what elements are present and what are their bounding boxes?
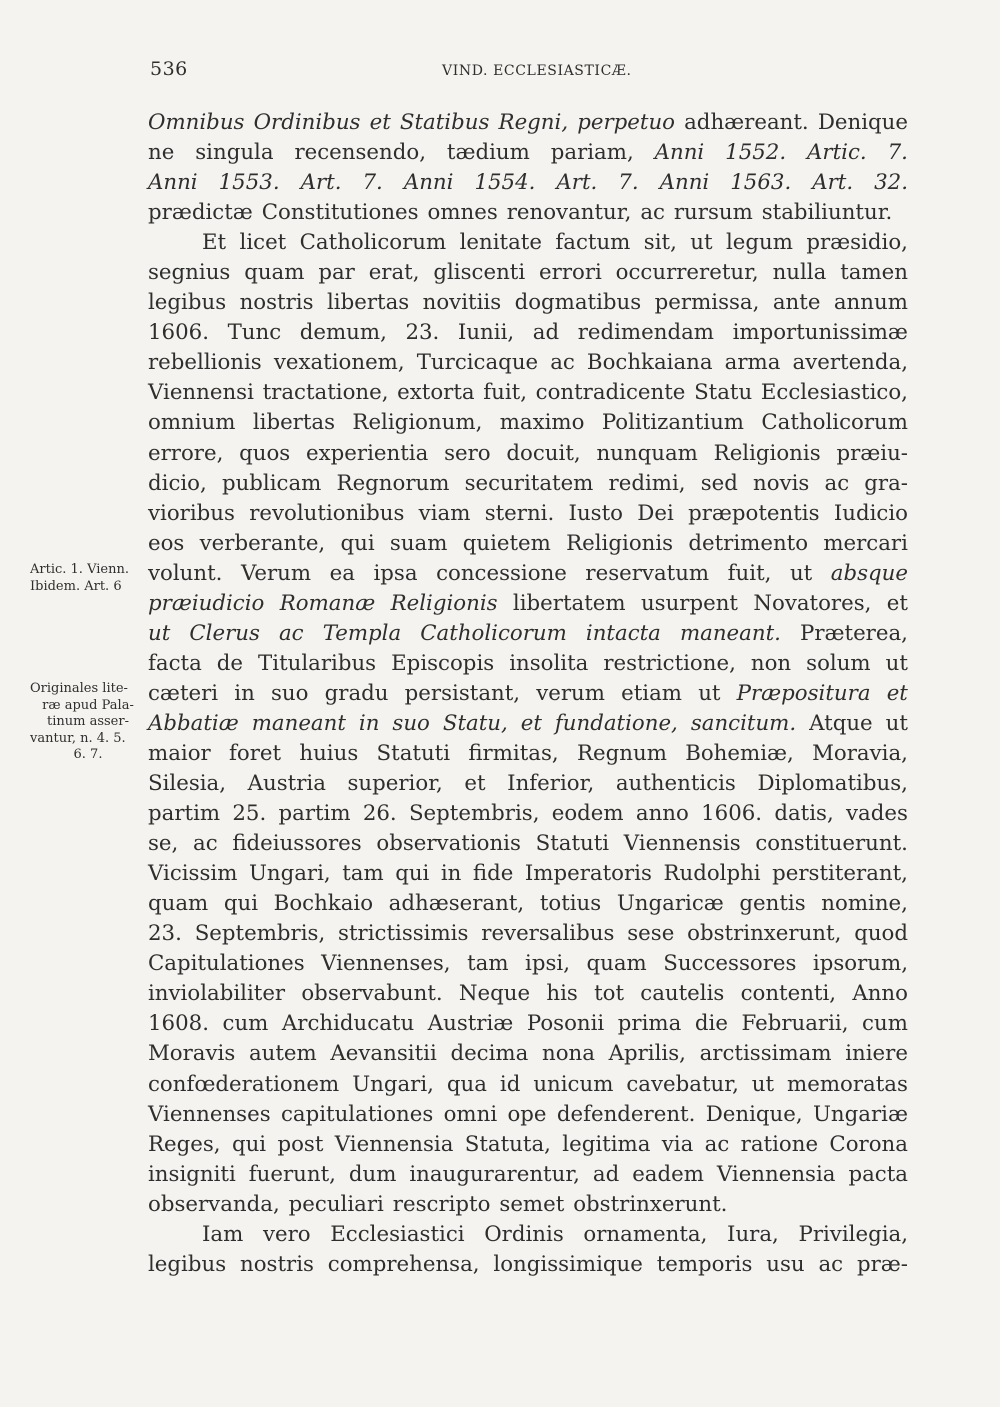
text-line: prædictæ Constitutiones omnes renovantur, ac rursum stabiliuntur.	[148, 200, 893, 226]
text-line: inviolabiliter observabunt. Neque his tot cautelis contenti, Anno	[148, 981, 908, 1007]
page-number: 536	[150, 58, 188, 80]
text-line: Abbatiæ maneant in suo Statu, et fundatione, sancitum. Atque ut	[148, 710, 908, 736]
text-line: partim 25. partim 26. Septembris, eodem anno 1606. datis, vades	[148, 801, 908, 827]
text-line: volunt. Verum ea ipsa concessione reservatum fuit, ut absque	[148, 560, 908, 586]
text-line: Anni 1553. Art. 7. Anni 1554. Art. 7. Anni 1563. Art. 32.	[148, 170, 908, 196]
text-line: errore, quos experientia sero docuit, nunquam Religionis præiu-	[148, 440, 908, 466]
margin-note	[30, 681, 146, 764]
text-line: quam qui Bochkaio adhæserant, totius Ungaricæ gentis nomine,	[148, 891, 908, 917]
margin-note-line: Ibidem. Art. 6	[30, 578, 122, 594]
text-line: Omnibus Ordinibus et Statibus Regni, perpetuo adhæreant. Denique	[148, 110, 908, 135]
margin-note-line: ræ apud Pala-	[42, 697, 134, 713]
text-line: confœderationem Ungari, qua id unicum cavebatur, ut memoratas	[148, 1071, 908, 1097]
text-line: Iam vero Ecclesiastici Ordinis ornamenta, Iura, Privilegia,	[202, 1221, 908, 1247]
text-line: dicio, publicam Regnorum securitatem redimi, sed novis ac gra-	[148, 470, 908, 496]
text-line: Et licet Catholicorum lenitate factum sit, ut legum præsidio,	[202, 230, 908, 256]
text-line: se, ac fideiussores observationis Statuti Viennensis constituerunt.	[148, 831, 908, 857]
text-line: 23. Septembris, strictissimis reversalibus sese obstrinxerunt, quod	[148, 921, 908, 947]
text-line: cæteri in suo gradu persistant, verum etiam ut Præpositura et	[148, 680, 908, 706]
text-line: facta de Titularibus Episcopis insolita restrictione, non solum ut	[148, 650, 908, 676]
text-line: segnius quam par erat, gliscenti errori occurreretur, nulla tamen	[148, 260, 908, 286]
text-line: vioribus revolutionibus viam sterni. Iusto Dei præpotentis Iudicio	[148, 500, 908, 526]
text-line: 1606. Tunc demum, 23. Iunii, ad redimendam importunissimæ	[148, 320, 908, 346]
text-line: præiudicio Romanæ Religionis libertatem usurpent Novatores, et	[148, 590, 908, 616]
margin-note-line: 6. 7.	[73, 747, 103, 762]
text-line: maior foret huius Statuti firmitas, Regnum Bohemiæ, Moravia,	[148, 740, 908, 766]
text-line: omnium libertas Religionum, maximo Politizantium Catholicorum	[148, 410, 908, 436]
running-head: VIND. ECCLESIASTICÆ.	[442, 63, 632, 79]
margin-note-line: Originales lite-	[30, 681, 128, 696]
text-line: Viennensi tractatione, extorta fuit, contradicente Statu Ecclesiastico,	[148, 380, 908, 406]
text-line: Vicissim Ungari, tam qui in fide Imperatoris Rudolphi perstiterant,	[148, 861, 908, 887]
text-line: rebellionis vexationem, Turcicaque ac Bochkaiana arma avertenda,	[148, 350, 908, 376]
margin-note-line: vantur, n. 4. 5.	[30, 730, 126, 746]
text-line: Reges, qui post Viennensia Statuta, legitima via ac ratione Corona	[148, 1131, 908, 1157]
text-line: 1608. cum Archiducatu Austriæ Posonii prima die Februarii, cum	[148, 1011, 908, 1037]
text-line: ut Clerus ac Templa Catholicorum intacta maneant. Præterea,	[148, 620, 908, 646]
text-line: insigniti fuerunt, dum inaugurarentur, ad eadem Viennensia pacta	[148, 1161, 908, 1187]
margin-note	[30, 562, 146, 595]
text-line: Capitulationes Viennenses, tam ipsi, quam Successores ipsorum,	[148, 951, 908, 977]
text-line: Silesia, Austria superior, et Inferior, authenticis Diplomatibus,	[148, 771, 908, 797]
text-line: eos verberante, qui suam quietem Religionis detrimento mercari	[148, 530, 908, 556]
text-line: observanda, peculiari rescripto semet obstrinxerunt.	[148, 1191, 728, 1217]
text-line: Moravis autem Aevansitii decima nona Aprilis, arctissimam iniere	[148, 1041, 908, 1067]
text-line: ne singula recensendo, tædium pariam, Anni 1552. Artic. 7.	[148, 140, 908, 166]
margin-note-line: Artic. 1. Vienn.	[30, 562, 129, 577]
margin-note-line: tinum asser-	[47, 714, 129, 729]
text-line: Viennenses capitulationes omni ope defenderent. Denique, Ungariæ	[148, 1101, 908, 1127]
text-line: legibus nostris libertas novitiis dogmatibus permissa, ante annum	[148, 290, 908, 316]
text-line: legibus nostris comprehensa, longissimique temporis usu ac præ-	[148, 1251, 908, 1277]
body-text	[148, 108, 908, 1280]
